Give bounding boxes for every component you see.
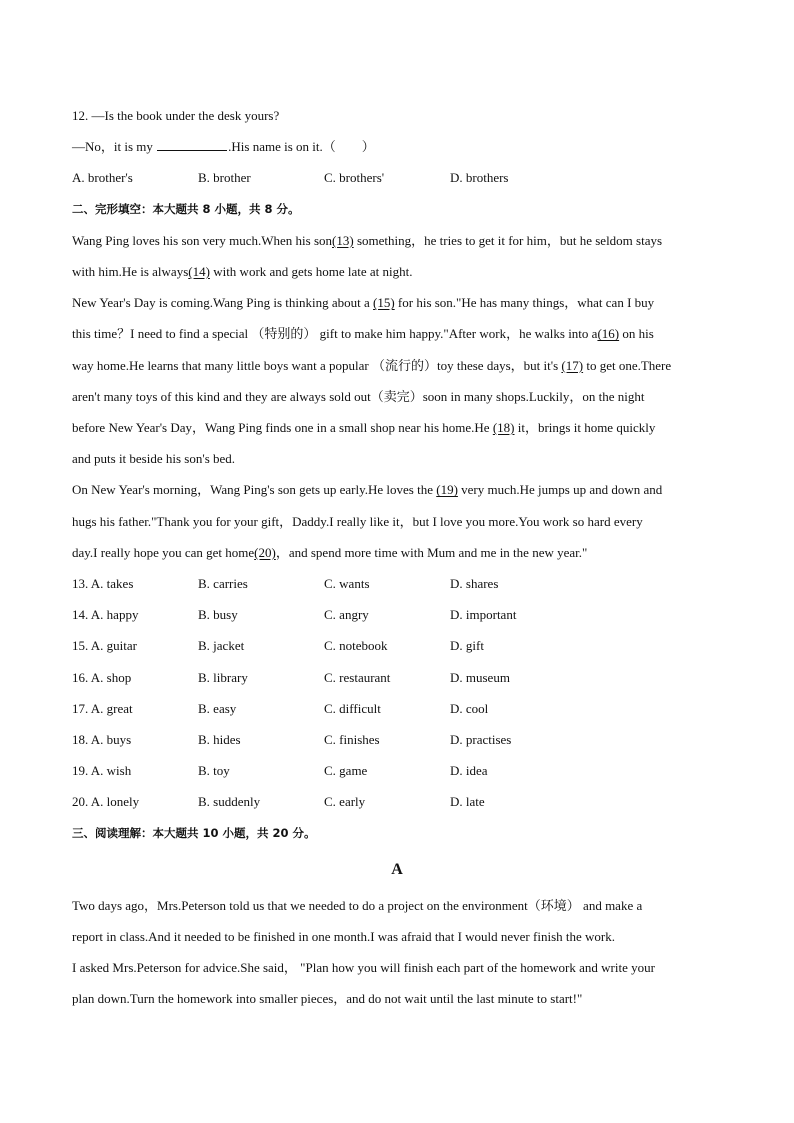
cloze-question-row xyxy=(72,662,722,693)
option-b: B. carries xyxy=(198,576,248,592)
cloze-text: to get one.There xyxy=(583,357,672,373)
cloze-blank-number: (16) xyxy=(597,326,620,342)
section3-title: 三、阅读理解：本大题共 10 小题，共 20 分。 xyxy=(72,825,316,840)
option-b: B. library xyxy=(198,669,248,685)
q12-blank xyxy=(157,138,227,151)
cloze-text: for his son."He has many things，what can I buy xyxy=(394,295,655,311)
cloze-line xyxy=(72,256,722,287)
option-c: C. wants xyxy=(324,576,370,592)
cloze-text: with work and gets home late at night. xyxy=(209,264,413,280)
cloze-question-row xyxy=(72,786,722,817)
q12-option-b: B. brother xyxy=(198,170,251,186)
cloze-blank-number: (15) xyxy=(373,295,395,311)
cloze-passage xyxy=(72,225,722,568)
cloze-text: on his xyxy=(619,326,654,342)
cloze-blank-number: (18) xyxy=(492,420,515,436)
cloze-question-row xyxy=(72,568,722,599)
option-b: B. hides xyxy=(198,732,241,748)
option-d: D. gift xyxy=(450,638,484,654)
cloze-text: New Year's Day is coming.Wang Ping is thinking about a xyxy=(72,295,373,311)
cloze-blank-number: (17) xyxy=(561,357,584,373)
passage-heading: A xyxy=(391,860,403,878)
option-a: 17. A. great xyxy=(72,700,133,716)
option-c: C. early xyxy=(324,794,366,810)
section2-title: 二、完形填空：本大题共 8 小题，共 8 分。 xyxy=(72,201,300,216)
cloze-blank-number: (13) xyxy=(332,232,354,248)
cloze-text: something，he tries to get it for him，but he seldom stays xyxy=(353,232,663,248)
cloze-text: it，brings it home quickly xyxy=(514,420,656,436)
cloze-line xyxy=(72,287,722,318)
cloze-question-row xyxy=(72,630,722,661)
option-a: 14. A. happy xyxy=(72,607,139,623)
option-c: C. notebook xyxy=(324,638,388,654)
cloze-question-row xyxy=(72,599,722,630)
option-b: B. toy xyxy=(198,763,230,779)
reading-line-1: Two days ago，Mrs.Peterson told us that we needed to do a project on the environment（环境） and make a xyxy=(72,897,643,913)
document-page xyxy=(72,100,722,1015)
q12-answer-post: .His name is on it.（ ） xyxy=(228,139,375,155)
cloze-text: Wang Ping loves his son very much.When his son xyxy=(72,232,333,248)
option-b: B. easy xyxy=(198,700,237,716)
option-c: C. game xyxy=(324,763,368,779)
cloze-text: and puts it beside his son's bed. xyxy=(72,451,236,467)
cloze-line xyxy=(72,443,722,474)
cloze-text: with him.He is always xyxy=(72,264,189,280)
cloze-text: On New Year's morning，Wang Ping's son gets up early.He loves the xyxy=(72,482,437,498)
cloze-text: before New Year's Day，Wang Ping finds one in a small shop near his home.He xyxy=(72,420,493,436)
q12-option-a: A. brother's xyxy=(72,170,133,186)
option-d: D. idea xyxy=(450,763,488,779)
cloze-blank-number: (19) xyxy=(436,482,458,498)
q12-options xyxy=(72,162,722,193)
reading-line-4: plan down.Turn the homework into smaller pieces，and do not wait until the last minute to start!" xyxy=(72,991,583,1007)
option-a: 19. A. wish xyxy=(72,763,132,779)
cloze-text: way home.He learns that many little boys want a popular （流行的）toy these days，but it's xyxy=(72,357,562,373)
q12-option-d: D. brothers xyxy=(450,170,509,186)
option-a: 13. A. takes xyxy=(72,576,134,592)
cloze-line xyxy=(72,506,722,537)
option-d: D. late xyxy=(450,794,485,810)
cloze-line xyxy=(72,412,722,443)
option-b: B. jacket xyxy=(198,638,245,654)
option-d: D. shares xyxy=(450,576,499,592)
cloze-line xyxy=(72,381,722,412)
q12-answer-line xyxy=(72,131,722,162)
cloze-question-row xyxy=(72,724,722,755)
option-c: C. restaurant xyxy=(324,669,391,685)
cloze-question-row xyxy=(72,755,722,786)
cloze-questions xyxy=(72,568,722,818)
cloze-blank-number: (14) xyxy=(188,264,210,280)
option-b: B. suddenly xyxy=(198,794,261,810)
q12-question: 12. —Is the book under the desk yours? xyxy=(72,108,280,123)
option-c: C. difficult xyxy=(324,700,381,716)
reading-line-3: I asked Mrs.Peterson for advice.She said， "Plan how you will finish each part of the homework and write your xyxy=(72,960,655,976)
q12-answer-pre: —No，it is my xyxy=(72,139,157,155)
cloze-text: very much.He jumps up and down and xyxy=(457,482,663,498)
option-a: 15. A. guitar xyxy=(72,638,137,654)
option-d: D. cool xyxy=(450,700,489,716)
option-a: 20. A. lonely xyxy=(72,794,140,810)
cloze-question-row xyxy=(72,693,722,724)
reading-line-2: report in class.And it needed to be finished in one month.I was afraid that I would never finish the work. xyxy=(72,929,615,945)
cloze-line xyxy=(72,350,722,381)
cloze-line xyxy=(72,474,722,505)
cloze-line xyxy=(72,537,722,568)
q12-option-c: C. brothers' xyxy=(324,170,385,186)
cloze-line xyxy=(72,318,722,349)
cloze-text: ，and spend more time with Mum and me in the new year." xyxy=(275,544,588,560)
option-d: D. important xyxy=(450,607,517,623)
option-a: 16. A. shop xyxy=(72,669,132,685)
option-d: D. museum xyxy=(450,669,510,685)
option-d: D. practises xyxy=(450,732,512,748)
option-c: C. finishes xyxy=(324,732,380,748)
cloze-text: day.I really hope you can get home xyxy=(72,544,255,560)
option-c: C. angry xyxy=(324,607,369,623)
cloze-blank-number: (20) xyxy=(254,544,276,560)
cloze-line xyxy=(72,225,722,256)
cloze-text: hugs his father."Thank you for your gift，Daddy.I really like it，but I love you more.You work so hard every xyxy=(72,513,643,529)
cloze-text: this time？I need to find a special （特别的） gift to make him happy."After work，he walks into a xyxy=(72,326,598,342)
cloze-text: aren't many toys of this kind and they are always sold out（卖完）soon in many shops.Luckily，on the night xyxy=(72,388,645,404)
option-a: 18. A. buys xyxy=(72,732,132,748)
option-b: B. busy xyxy=(198,607,238,623)
